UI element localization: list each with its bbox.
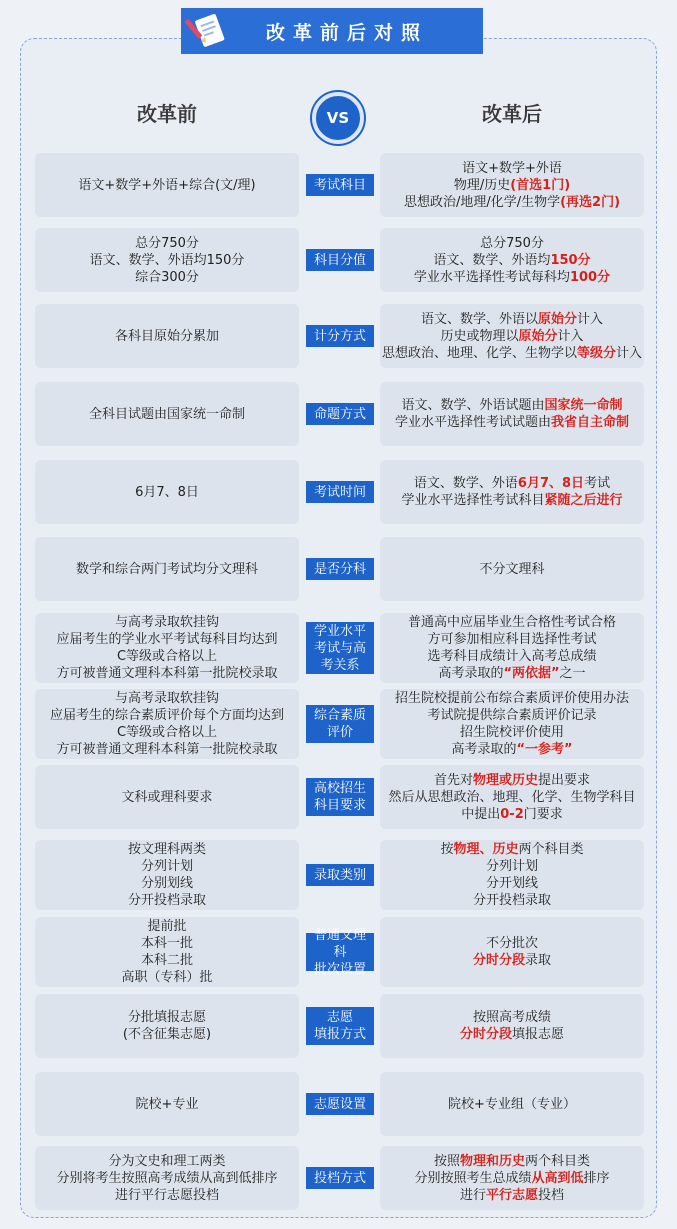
text-segment: 招生院校提前公布综合素质评价使用办法 [394,691,629,706]
after-line [388,789,635,806]
after-line [486,935,538,952]
after-line [421,311,603,328]
page-title: 改革前后对照 [265,21,428,44]
text-segment: 按 [440,842,454,857]
after-line [433,252,590,269]
text-segment: 方可参加相应科目选择性考试 [427,632,597,647]
before-line: 分为文史和理工两类 [108,1153,226,1169]
before-line: 综合300分 [135,269,199,285]
highlighted-text: “一参考” [516,742,573,757]
text-segment: 不分文理科 [479,561,545,577]
comparison-row [0,1146,677,1210]
text-segment: 进行 [459,1187,486,1203]
before-line: 分别将考生按照高考成绩从高到低排序 [56,1170,278,1186]
before-line: 本科一批 [140,936,193,951]
after-cell [380,917,644,987]
before-line: 分批填报志愿 [127,1010,206,1025]
comparison-row [0,917,677,987]
highlighted-text: 物理和历史 [459,1153,525,1169]
highlighted-text: 从高到低 [531,1170,584,1186]
comparison-row [0,613,677,683]
vs-badge: VS [312,92,364,144]
after-line [440,841,583,858]
text-segment: 历史或物理以 [440,328,519,344]
text-segment: 门要求 [523,806,563,822]
text-segment: 不分批次 [485,936,538,951]
after-line [414,269,610,286]
after-cell [380,537,644,601]
text-segment: 分开投档录取 [472,893,551,908]
after-line [480,235,544,252]
row-category-tag: 考试时间 [306,481,374,503]
before-line: (不含征集志愿) [122,1027,212,1042]
after-line [451,741,572,758]
after-line [473,952,551,969]
before-line: 方可被普通文理科本科第一批院校录取 [56,666,278,681]
after-line [404,194,620,211]
before-line: 高职（专科）批 [121,970,213,985]
text-segment: 选考科目成绩计入高考总成绩 [427,649,597,664]
before-line: 应届考生的学业水平考试每科目均达到 [56,632,278,647]
after-line [486,875,538,892]
after-cell [380,228,644,292]
before-cell [35,840,299,910]
after-line [395,414,629,431]
highlighted-text: 紧随之后进行 [544,493,623,508]
highlighted-text: 原始分 [537,311,577,327]
after-cell [380,304,644,368]
comparison-row [0,460,677,524]
after-line [479,561,544,578]
after-line [460,724,564,741]
before-line: 分开投档录取 [127,893,206,908]
after-cell [380,1072,644,1136]
text-segment: 考试 [584,476,611,491]
before-line: 与高考录取软挂钩 [114,691,219,706]
text-segment: 计入 [557,328,584,344]
after-line [401,492,622,509]
after-line [460,1187,564,1204]
after-line [427,707,596,724]
text-segment: 学业水平选择性考试每科均 [413,269,570,285]
row-category-tag: 综合素质 评价 [306,705,374,743]
after-line [434,1153,590,1170]
row-category-tag: 普通文理科 批次设置 [306,933,374,971]
before-line: 语文+数学+外语+综合(文/理) [78,177,256,193]
comparison-row [0,304,677,368]
comparison-row [0,689,677,759]
comparison-row [0,537,677,601]
text-segment: 语文、数学、外语以 [420,311,538,327]
highlighted-text: (首选1门) [510,177,571,193]
text-segment: 分别按照考生总成绩 [414,1170,532,1186]
text-segment: 填报志愿 [512,1027,565,1042]
before-line: 按文理科两类 [127,842,206,857]
before-cell [35,304,299,368]
row-category-tag: 高校招生 科目要求 [306,778,374,816]
after-cell [380,460,644,524]
row-category-tag: 考试科目 [306,174,374,196]
after-line [486,858,538,875]
after-line [454,177,570,194]
before-cell [35,460,299,524]
after-line [401,397,622,414]
highlighted-text: “两依据” [503,666,560,681]
highlighted-text: (再选2门) [560,194,621,210]
before-line: 语文、数学、外语均150分 [89,252,245,268]
before-cell [35,1146,299,1210]
comparison-row [0,228,677,292]
after-cell [380,994,644,1058]
row-category-tag: 志愿设置 [306,1093,374,1115]
text-segment: 两个科目类 [525,1153,591,1169]
text-segment: 思想政治/地理/化学/生物学 [403,194,561,210]
comparison-row [0,840,677,910]
before-line: 方可被普通文理科本科第一批院校录取 [56,742,278,757]
highlighted-text: 等级分 [576,345,616,361]
before-cell [35,689,299,759]
text-segment: 学业水平选择性考试科目 [401,493,545,508]
before-cell [35,765,299,829]
before-line: 6月7、8日 [135,484,199,500]
after-line [395,690,629,707]
after-line [414,1170,609,1187]
before-cell [35,613,299,683]
text-segment: 语文、数学、外语试题由 [401,398,545,413]
highlighted-text: 6月7、8日 [517,476,585,491]
highlighted-text: 0-2 [500,806,524,822]
row-category-tag: 计分方式 [306,325,374,347]
before-cell [35,382,299,446]
text-segment: 普通高中应届毕业生合格性考试合格 [407,615,616,630]
text-segment: 高考录取的 [438,666,504,681]
after-line [460,1026,564,1043]
title-banner [181,8,483,54]
before-cell [35,537,299,601]
text-segment: 计入 [577,311,604,327]
text-segment: 按照 [433,1153,460,1169]
highlighted-text: 物理、历史 [453,842,519,857]
text-segment: 分开划线 [485,876,538,891]
text-segment: 首先对 [433,772,473,788]
after-line [434,772,590,789]
after-cell [380,1146,644,1210]
document-pencil-icon [181,8,241,54]
text-segment: 思想政治、地理、化学、生物学以 [381,345,577,361]
after-line [438,665,585,682]
row-category-tag: 录取类别 [306,864,374,886]
text-segment: 语文+数学+外语 [462,160,562,176]
comparison-row [0,994,677,1058]
after-line [448,1096,576,1113]
before-line: 提前批 [147,919,187,934]
highlighted-text: 平行志愿 [485,1187,538,1203]
text-segment: 高考录取的 [451,742,517,757]
row-category-tag: 投档方式 [306,1167,374,1189]
highlighted-text: 物理或历史 [472,772,538,788]
after-cell [380,689,644,759]
text-segment: 考试院提供综合素质评价记录 [427,708,597,723]
comparison-row [0,382,677,446]
text-segment: 按照高考成绩 [472,1010,551,1025]
highlighted-text: 我省自主命制 [551,415,630,430]
after-cell [380,613,644,683]
row-category-tag: 学业水平 考试与高 考关系 [306,622,374,674]
highlighted-text: 国家统一命制 [544,398,623,413]
before-line: 进行平行志愿投档 [114,1187,219,1203]
text-segment: 之一 [559,666,586,681]
before-line: C等级或合格以上 [116,649,218,664]
before-column-header: 改革前 [137,102,197,126]
text-segment: 学业水平选择性考试试题由 [394,415,551,430]
after-line [473,1009,551,1026]
text-segment: 然后从思想政治、地理、化学、生物学科目 [388,789,636,805]
row-category-tag: 命题方式 [306,403,374,425]
comparison-row [0,765,677,829]
after-line [462,160,562,177]
before-line: 各科目原始分累加 [114,328,219,344]
text-segment: 总分750分 [480,235,544,251]
text-segment: 语文、数学、外语均 [433,252,551,268]
after-cell [380,153,644,217]
after-cell [380,765,644,829]
before-line: C等级或合格以上 [116,725,218,740]
before-line: 文科或理科要求 [121,789,213,805]
text-segment: 排序 [583,1170,610,1186]
after-line [427,631,596,648]
highlighted-text: 100分 [569,269,611,285]
after-cell [380,840,644,910]
after-line [408,614,616,631]
text-segment: 招生院校评价使用 [459,725,564,740]
row-category-tag: 科目分值 [306,249,374,271]
highlighted-text: 分时分段 [472,953,525,968]
after-line [440,328,583,345]
before-line: 与高考录取软挂钩 [114,615,219,630]
text-segment: 录取 [525,953,552,968]
text-segment: 语文、数学、外语 [413,476,518,491]
highlighted-text: 分时分段 [459,1027,512,1042]
before-line: 数学和综合两门考试均分文理科 [75,561,258,577]
after-line [414,475,610,492]
text-segment: 计入 [616,345,643,361]
after-line [473,892,551,909]
before-cell [35,994,299,1058]
before-cell [35,153,299,217]
after-line [427,648,596,665]
before-line: 总分750分 [135,235,199,251]
after-line [382,345,642,362]
after-line [461,806,563,823]
comparison-row [0,1072,677,1136]
before-line: 院校+专业 [135,1096,199,1112]
after-column-header: 改革后 [482,102,542,126]
before-cell [35,1072,299,1136]
before-cell [35,228,299,292]
text-segment: 院校+专业组（专业） [448,1096,576,1112]
before-line: 本科二批 [140,953,193,968]
text-segment: 中提出 [461,806,501,822]
highlighted-text: 原始分 [518,328,558,344]
text-segment: 投档 [538,1187,565,1203]
before-line: 分列计划 [140,859,193,874]
text-segment: 提出要求 [538,772,591,788]
row-category-tag: 志愿 填报方式 [306,1007,374,1045]
row-category-tag: 是否分科 [306,558,374,580]
highlighted-text: 150分 [550,252,591,268]
text-segment: 分列计划 [485,859,538,874]
before-cell [35,917,299,987]
before-line: 分别划线 [140,876,193,891]
comparison-row [0,153,677,217]
after-cell [380,382,644,446]
before-line: 全科目试题由国家统一命制 [88,406,245,422]
text-segment: 物理/历史 [453,177,511,193]
before-line: 应届考生的综合素质评价每个方面均达到 [49,708,284,723]
text-segment: 两个科目类 [518,842,584,857]
